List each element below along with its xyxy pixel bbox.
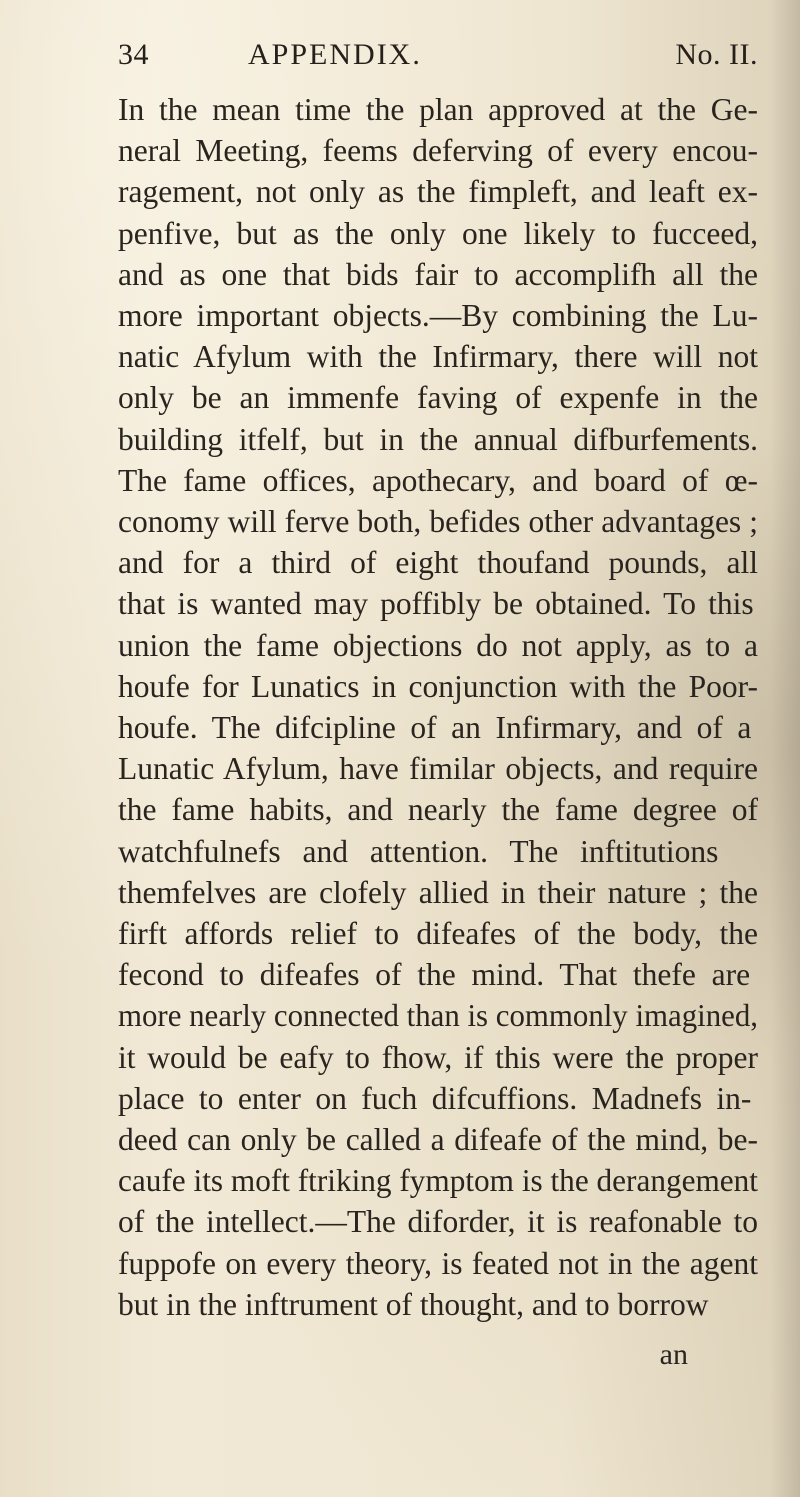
text-line: more nearly connected than is commonly imagined, [118, 998, 758, 1034]
text-line: union the fame objections do not apply, as to a [118, 627, 759, 663]
text-line: deed can only be called a difeafe of the mind, be- [118, 1122, 759, 1157]
page-number: 34 [118, 38, 149, 71]
text-line: that is wanted may poffibly be obtained. To this [118, 586, 754, 622]
text-line: houfe for Lunatics in conjunction with the Poor- [118, 668, 758, 704]
appendix-number: No. II. [675, 38, 758, 71]
text-line: the fame habits, and nearly the fame degree of [118, 792, 758, 828]
text-line: and as one that bids fair to accomplifh all the [118, 256, 758, 292]
text-line: Lunatic Afylum, have fimilar objects, and require [118, 751, 759, 787]
text-line: only be an immenfe faving of expenfe in the [118, 380, 758, 416]
text-line: it would be eafy to fhow, if this were the proper [118, 1039, 758, 1075]
text-line: fuppofe on every theory, is feated not in the agent [118, 1245, 759, 1281]
text-line: building itfelf, but in the annual difburfements. [118, 421, 758, 457]
running-title: APPENDIX. [248, 38, 422, 71]
text-line: penfive, but as the only one likely to fucceed, [118, 215, 758, 251]
text-line: more important objects.—By combining the Lu- [118, 298, 758, 333]
page-edge-shadow [770, 0, 800, 1497]
text-line: of the intellect.—The diforder, it is reafonable to [118, 1204, 759, 1240]
text-line: The fame offices, apothecary, and board of œ- [118, 462, 758, 498]
text-line: place to enter on fuch difcuffions. Madnefs in- [118, 1080, 752, 1116]
text-line: neral Meeting, feems deferving of every encou- [118, 133, 758, 169]
running-head [118, 38, 758, 80]
text-line: watchfulnefs and attention. The inftitutions [118, 833, 719, 869]
text-line: and for a third of eight thoufand pounds, all [118, 545, 759, 581]
text-line: natic Afylum with the Infirmary, there will not [118, 339, 758, 375]
text-line: themfelves are clofely allied in their nature ; the [118, 874, 758, 910]
text-line: In the mean time the plan approved at the Ge- [118, 92, 758, 127]
text-line: conomy will ferve both, befides other advantages ; [118, 504, 759, 539]
text-line: ragement, not only as the fimpleft, and leaft ex- [118, 174, 758, 210]
catchword: an [659, 1338, 688, 1371]
text-line: caufe its moft ftriking fymptom is the derangement [118, 1163, 759, 1199]
text-line: houfe. The difcipline of an Infirmary, and of a [118, 710, 752, 745]
text-line: firft affords relief to difeafes of the body, the [118, 916, 758, 951]
text-line: fecond to difeafes of the mind. That thefe are [118, 957, 751, 993]
text-line: but in the inftrument of thought, and to borrow [118, 1286, 709, 1322]
